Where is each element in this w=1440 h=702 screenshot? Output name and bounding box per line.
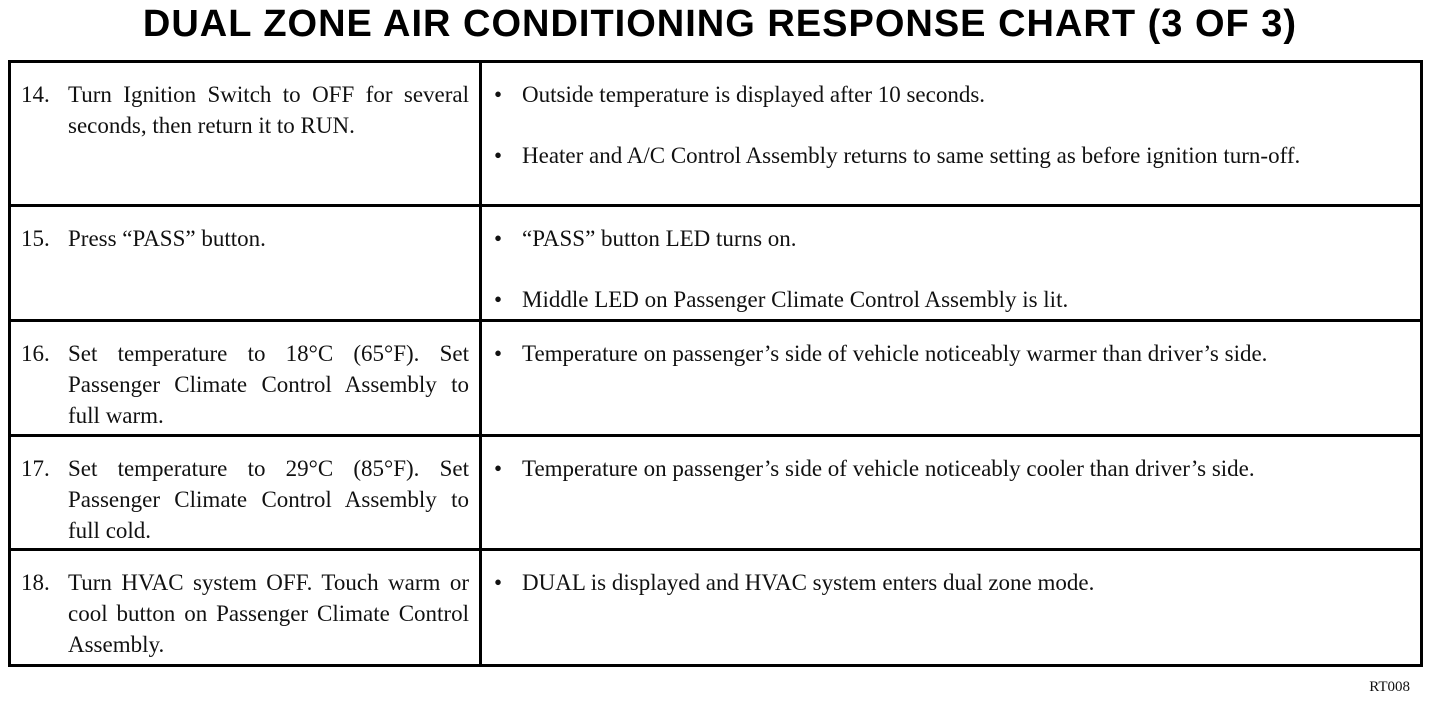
bullet-icon: • <box>494 456 503 481</box>
bullet-icon: • <box>494 570 503 595</box>
response-item <box>492 223 1410 254</box>
step-cell <box>10 321 481 436</box>
step-action: Turn Ignition Switch to OFF for several seconds, then return it to RUN. <box>68 82 469 138</box>
response-text: Outside temperature is displayed after 10 seconds. <box>522 82 986 107</box>
bullet-icon: • <box>494 226 503 251</box>
bullet-icon: • <box>494 143 503 168</box>
response-cell <box>481 206 1422 321</box>
response-text: “PASS” button LED turns on. <box>522 226 797 251</box>
response-chart-table <box>8 60 1423 667</box>
table-row <box>10 321 1422 436</box>
bullet-icon: • <box>494 287 503 312</box>
step-action: Press “PASS” button. <box>68 226 266 251</box>
response-cell <box>481 436 1422 550</box>
response-cell <box>481 62 1422 206</box>
response-text: Temperature on passenger’s side of vehicle noticeably warmer than driver’s side. <box>522 341 1268 366</box>
table-row <box>10 206 1422 321</box>
response-item <box>492 453 1410 484</box>
chart-title: DUAL ZONE AIR CONDITIONING RESPONSE CHART (3 OF 3) <box>142 3 1298 45</box>
response-cell <box>481 321 1422 436</box>
table-row <box>10 436 1422 550</box>
response-text: Temperature on passenger’s side of vehicle noticeably cooler than driver’s side. <box>522 456 1255 481</box>
figure-id: RT008 <box>1369 679 1410 695</box>
step-cell <box>10 62 481 206</box>
bullet-icon: • <box>494 341 503 366</box>
step-action: Turn HVAC system OFF. Touch warm or cool button on Passenger Climate Control Assembly. <box>68 570 469 657</box>
step-number: 16. <box>21 341 50 366</box>
step-number: 18. <box>21 570 50 595</box>
response-item <box>492 79 1410 110</box>
response-text: Heater and A/C Control Assembly returns to same setting as before ignition turn-off. <box>522 143 1301 168</box>
step-action: Set temperature to 18°C (65°F). Set Passenger Climate Control Assembly to full warm. <box>68 341 469 428</box>
response-item <box>492 567 1410 598</box>
table-row <box>10 550 1422 666</box>
table-row <box>10 62 1422 206</box>
step-cell <box>10 206 481 321</box>
step-number: 15. <box>21 226 50 251</box>
response-item <box>492 284 1410 315</box>
response-text: Middle LED on Passenger Climate Control Assembly is lit. <box>522 287 1069 312</box>
step-number: 14. <box>21 82 50 107</box>
step-cell <box>10 550 481 666</box>
response-item <box>492 140 1410 171</box>
response-item <box>492 338 1410 369</box>
response-text: DUAL is displayed and HVAC system enters dual zone mode. <box>522 570 1095 595</box>
response-cell <box>481 550 1422 666</box>
step-cell <box>10 436 481 550</box>
bullet-icon: • <box>494 82 503 107</box>
step-action: Set temperature to 29°C (85°F). Set Passenger Climate Control Assembly to full cold. <box>68 456 469 543</box>
step-number: 17. <box>21 456 50 481</box>
